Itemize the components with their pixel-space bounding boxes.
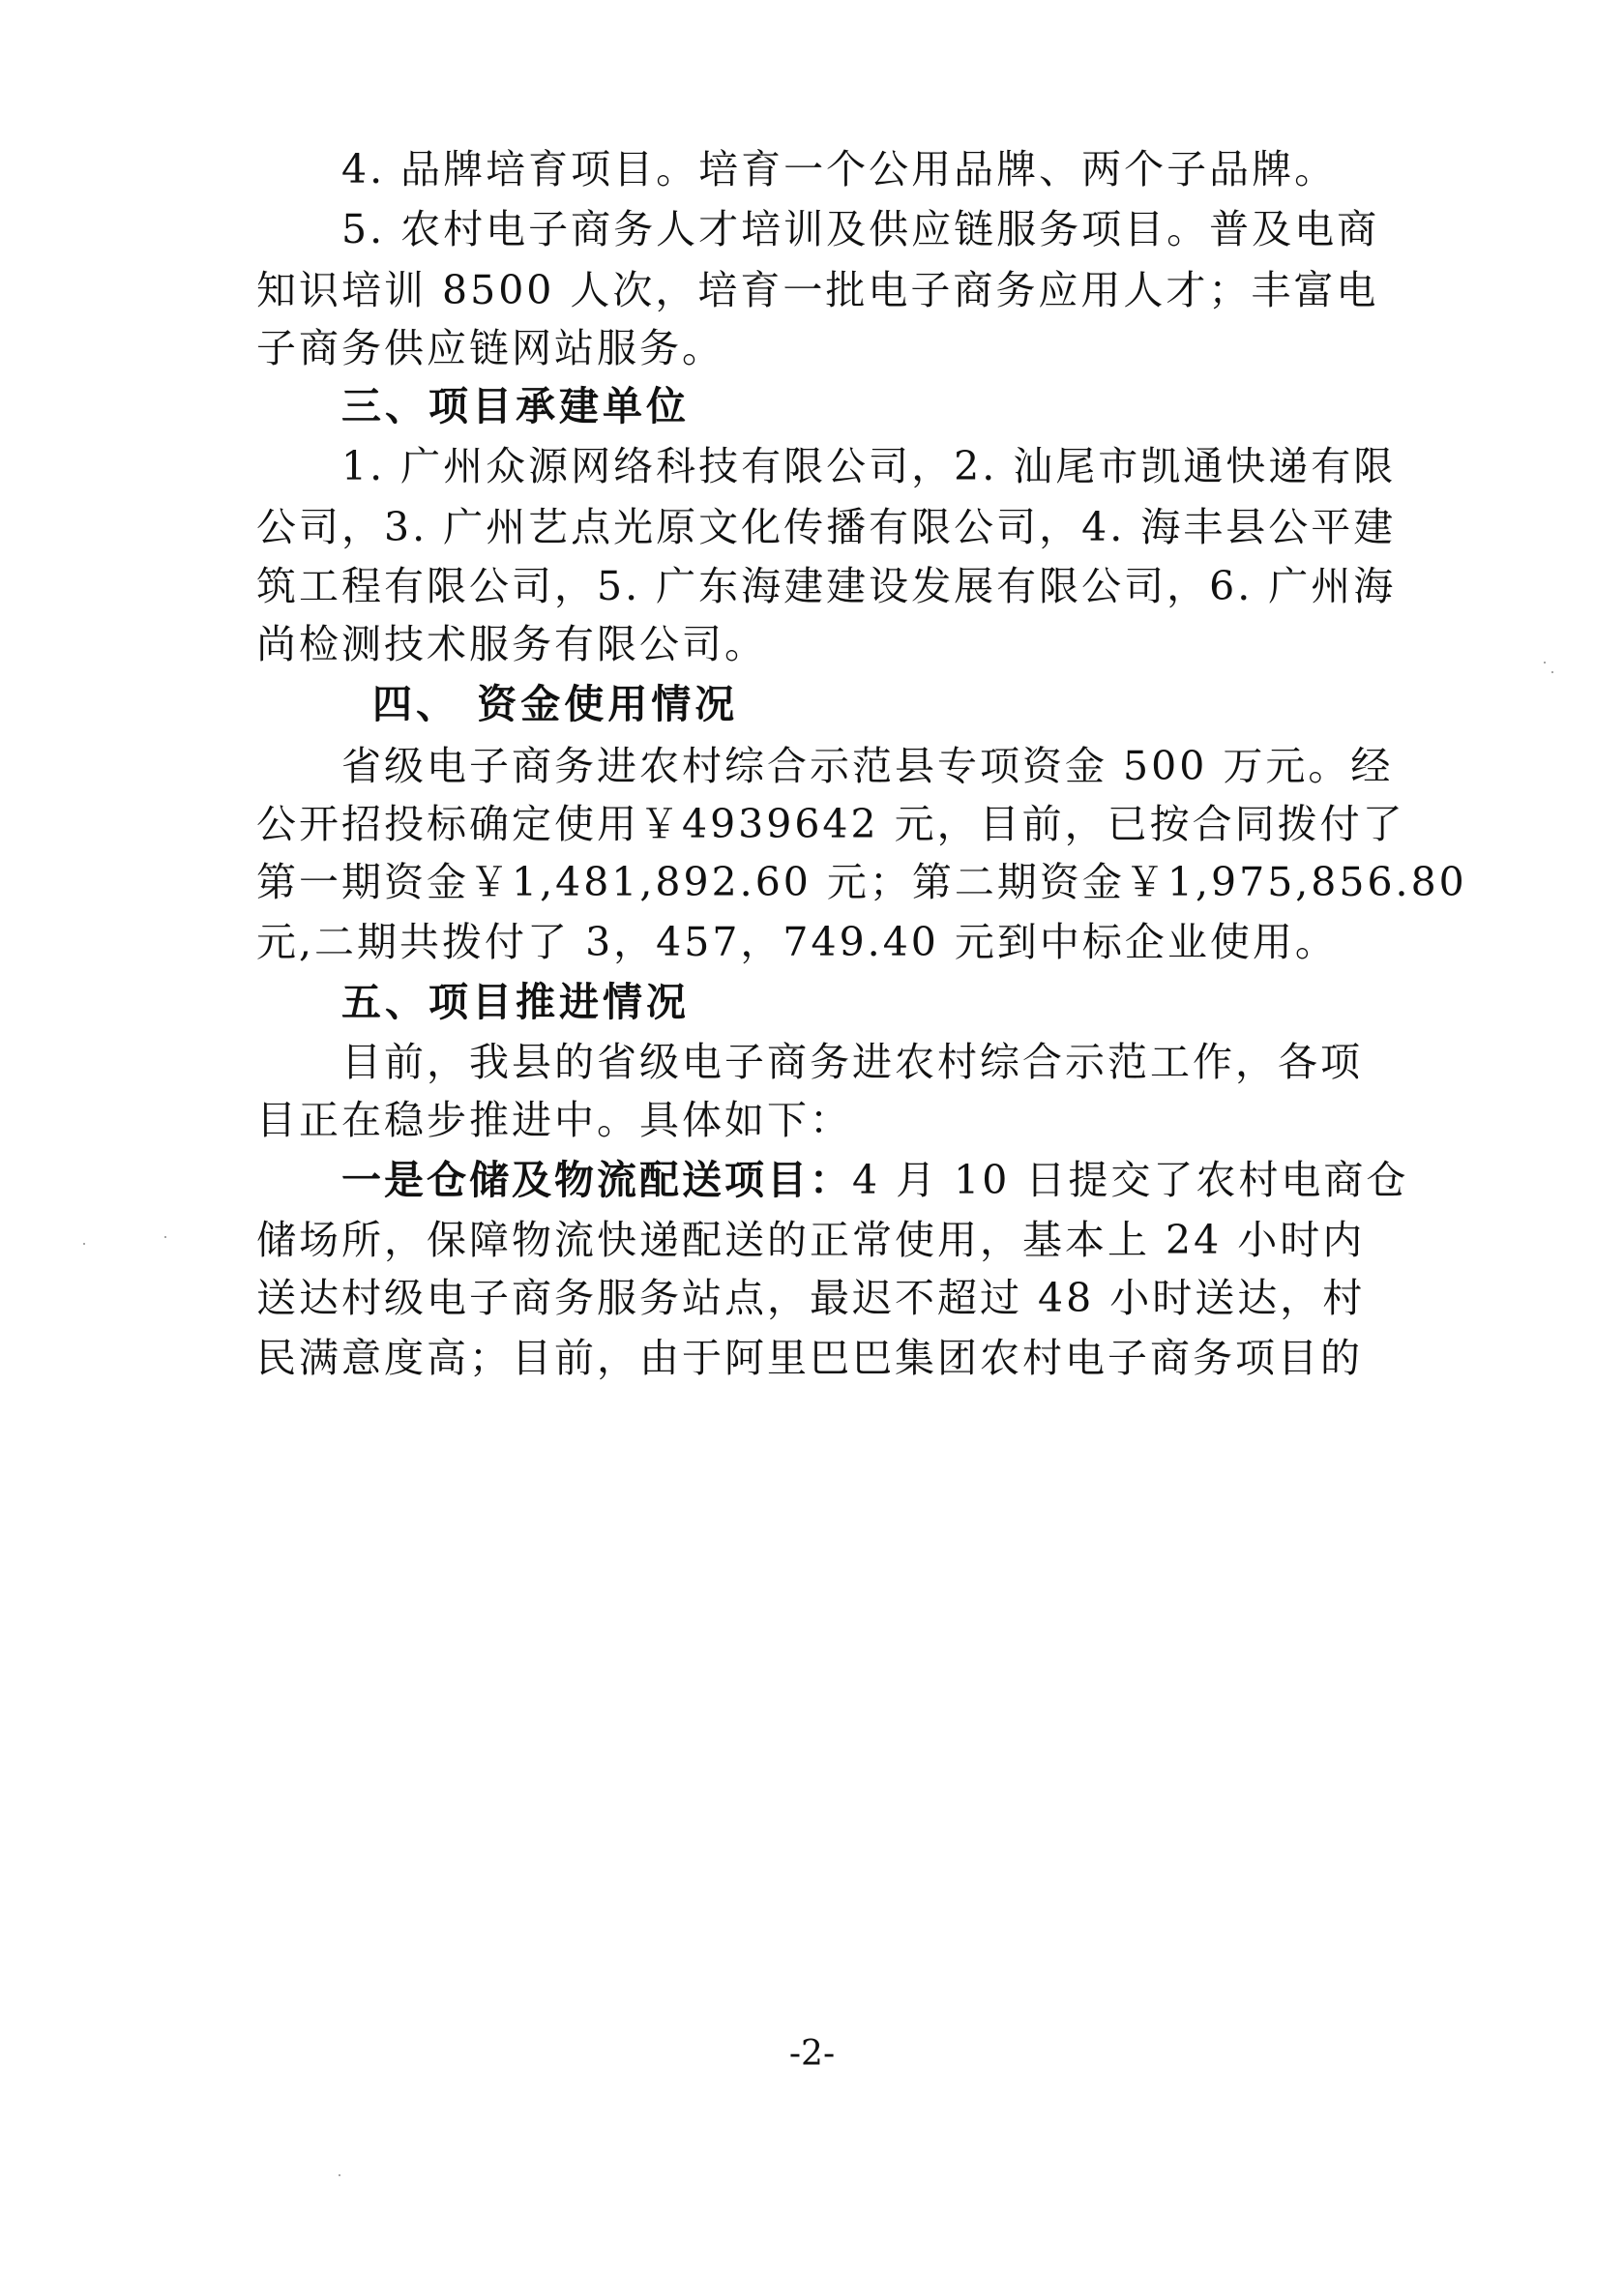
scan-speck bbox=[1544, 662, 1546, 664]
paragraph-line: 尚检测技术服务有限公司。 bbox=[256, 621, 767, 667]
bold-lead-text: 一是仓储及物流配送项目： bbox=[341, 1157, 852, 1203]
paragraph-line: 送达村级电子商务服务站点，最迟不超过 48 小时送达，村 bbox=[256, 1275, 1366, 1321]
paragraph-line: 目正在稳步推进中。具体如下： bbox=[256, 1097, 852, 1143]
paragraph-line: 目前，我县的省级电子商务进农村综合示范工作，各项 bbox=[341, 1039, 1363, 1085]
paragraph-line: 筑工程有限公司，5. 广东海建建设发展有限公司，6. 广州海 bbox=[256, 563, 1397, 609]
paragraph-line: 5. 农村电子商务人才培训及供应链服务项目。普及电商 bbox=[341, 206, 1380, 252]
paragraph-line: 储场所，保障物流快递配送的正常使用，基本上 24 小时内 bbox=[256, 1217, 1366, 1263]
page-number: -2- bbox=[788, 2034, 836, 2074]
section-heading: 三、项目承建单位 bbox=[341, 383, 690, 429]
scan-speck bbox=[1551, 671, 1553, 673]
section-heading: 四、 资金使用情况 bbox=[372, 681, 739, 727]
paragraph-line: 省级电子商务进农村综合示范县专项资金 500 万元。经 bbox=[341, 743, 1394, 789]
paragraph-line bbox=[341, 1151, 1454, 1209]
paragraph-line: 知识培训 8500 人次，培育一批电子商务应用人才；丰富电 bbox=[256, 267, 1379, 313]
paragraph-line: 公开招投标确定使用￥4939642 元，目前，已按合同拨付了 bbox=[256, 801, 1405, 847]
paragraph-line: 元,二期共拨付了 3，457，749.40 元到中标企业使用。 bbox=[256, 919, 1338, 965]
scan-speck bbox=[339, 2174, 340, 2176]
paragraph-line: 民满意度高；目前，由于阿里巴巴集团农村电子商务项目的 bbox=[256, 1335, 1363, 1381]
paragraph-line: 1. 广州众源网络科技有限公司，2. 汕尾市凯通快递有限 bbox=[341, 443, 1397, 489]
paragraph-line: 子商务供应链网站服务。 bbox=[256, 325, 724, 371]
paragraph-line: 4. 品牌培育项目。培育一个公用品牌、两个子品牌。 bbox=[341, 146, 1338, 192]
section-heading: 五、项目推进情况 bbox=[341, 979, 690, 1025]
paragraph-line: 第一期资金￥1,481,892.60 元；第二期资金￥1,975,856.80 bbox=[256, 859, 1467, 905]
paragraph-text: 4 月 10 日提交了农村电商仓 bbox=[852, 1157, 1409, 1203]
scan-speck bbox=[164, 1236, 166, 1238]
scan-speck bbox=[83, 1243, 85, 1245]
paragraph-line: 公司，3. 广州艺点光原文化传播有限公司，4. 海丰县公平建 bbox=[256, 504, 1397, 550]
